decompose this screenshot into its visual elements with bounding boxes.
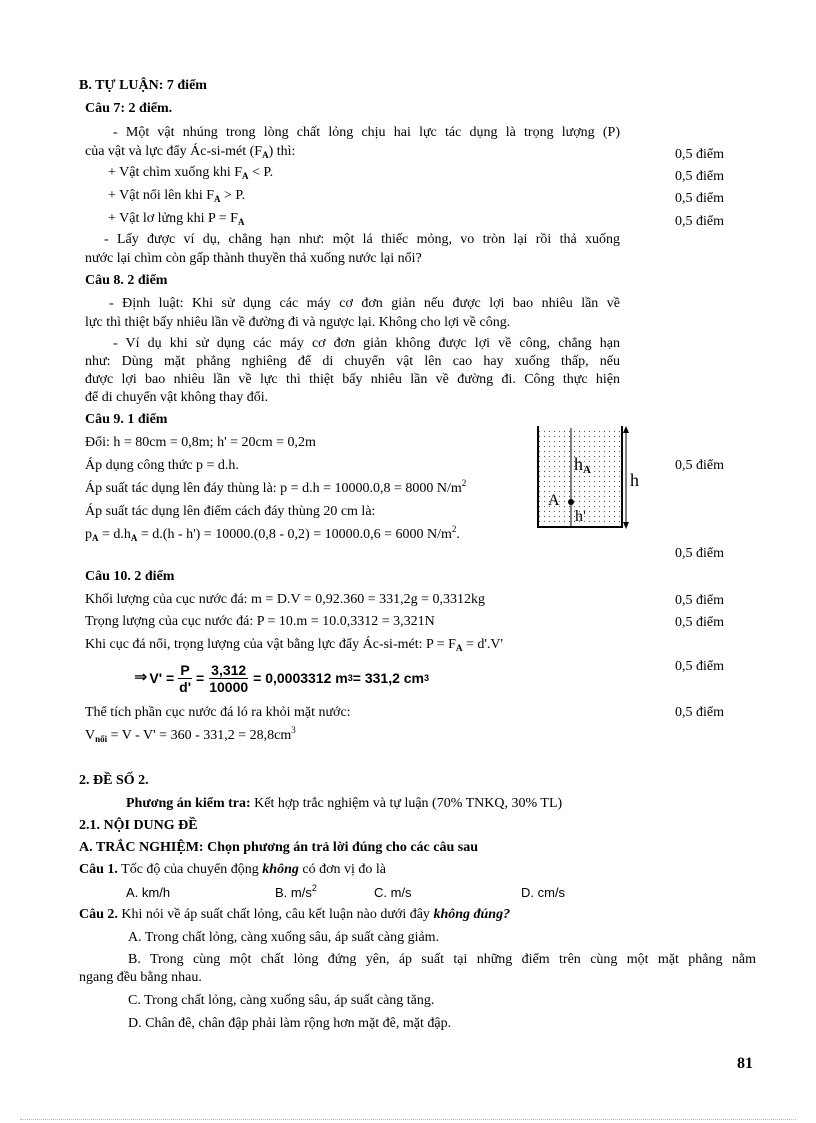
q8-example-line3: được lợi bao nhiêu lần về lực thì thiệt bấy nhiêu lần về đường đi. Công thực hiện xyxy=(85,372,620,387)
score-9: 0,5 điểm xyxy=(675,659,724,674)
part-b-title: B. TỰ LUẬN: 7 điểm xyxy=(79,78,207,93)
q9-conversion: Đổi: h = 80cm = 0,8m; h' = 20cm = 0,2m xyxy=(85,435,316,450)
c2-option-d: D. Chân đê, chân đập phải làm rộng hơn mặt đê, mặt đập. xyxy=(128,1016,452,1031)
q7-sink: + Vật chìm xuống khi $F_A < P$. xyxy=(108,165,274,181)
c2-option-b-line2: ngang đều bằng nhau. xyxy=(79,970,202,985)
q9-bottom-pressure: Áp suất tác dụng lên đáy thùng là: p = d.h = 10000.0,8 = 8000 $N/m^2$ xyxy=(85,478,467,496)
de2-content-title: 2.1. NỘI DUNG ĐỀ xyxy=(79,818,198,833)
de2-mc-title: A. TRẮC NGHIỆM: Chọn phương án trả lời đúng cho các câu sau xyxy=(79,840,478,855)
score-5: 0,5 điểm xyxy=(675,458,724,473)
q7-example-line1: - Lấy được ví dụ, chẳng hạn như: một lá thiếc mỏng, vo tròn lại rồi thả xuống xyxy=(104,232,620,247)
q7-intro-line2: của vật và lực đẩy Ác-si-mét $(F_A)$ thì: xyxy=(85,144,296,160)
bottom-border xyxy=(20,1119,796,1120)
c1-option-c: C. m/s xyxy=(374,885,412,900)
score-8: 0,5 điểm xyxy=(675,615,724,630)
q10-emerged-volume-intro: Thể tích phần cục nước đá ló ra khỏi mặt nước: xyxy=(85,705,351,720)
q7-suspend: + Vật lơ lửng khi $P = F_A$ xyxy=(108,211,245,227)
page-number: 81 xyxy=(737,1055,753,1072)
score-4: 0,5 điểm xyxy=(675,214,724,229)
score-1: 0,5 điểm xyxy=(675,147,724,162)
de2-plan: Phương án kiểm tra: Kết hợp trắc nghiệm và tự luận (70% TNKQ, 30% TL) xyxy=(126,796,563,811)
h-arrow-top xyxy=(623,426,629,433)
c2-option-c: C. Trong chất lỏng, càng xuống sâu, áp suất càng tăng. xyxy=(128,993,435,1008)
de2-title: 2. ĐỀ SỐ 2. xyxy=(79,773,149,788)
q10-float-condition: Khi cục đá nổi, trọng lượng của vật bằng lực đẩy Ác-si-mét: $P = F_A = d'.V'$ xyxy=(85,637,503,653)
label-hA: $h_A$ xyxy=(574,454,591,476)
label-h-prime: h' xyxy=(575,508,586,525)
q9-formula: Áp dụng công thức p = d.h. xyxy=(85,458,239,473)
q9-point-pressure-intro: Áp suất tác dụng lên điểm cách đáy thùng 20 cm là: xyxy=(85,504,376,519)
h-arrow-bottom xyxy=(623,522,629,529)
q7-intro-line1: - Một vật nhúng trong lòng chất lỏng chịu hai lực tác dụng là trọng lượng (P) xyxy=(113,125,620,140)
point-a-marker xyxy=(568,499,574,505)
c1-option-d: D. cm/s xyxy=(521,885,566,900)
c1-option-b: B. $m/s^2$ xyxy=(275,883,317,900)
q10-title: Câu 10. 2 điểm xyxy=(85,569,175,584)
c2-option-b-line1: B. Trong cùng một chất lỏng đứng yên, áp suất tại những điểm trên cùng một mặt phẳng nằm xyxy=(128,952,756,967)
label-point-a: A xyxy=(548,492,560,509)
q8-example-line2: như: Dùng mặt phẳng nghiêng để di chuyển vật lên cao hay xuống thấp, nếu xyxy=(85,354,620,369)
score-6: 0,5 điểm xyxy=(675,546,724,561)
c2-option-a: A. Trong chất lỏng, càng xuống sâu, áp suất càng giảm. xyxy=(128,930,440,945)
c1-question: Câu 1. Tốc độ của chuyển động không có đơn vị đo là xyxy=(79,862,386,877)
q8-title: Câu 8. 2 điểm xyxy=(85,273,168,288)
score-7: 0,5 điểm xyxy=(675,593,724,608)
label-h: h xyxy=(630,470,639,490)
c1-option-a: A. km/h xyxy=(126,885,171,900)
q8-law-line2: lực thì thiệt bấy nhiêu lần về đường đi và ngược lại. Không cho lợi về công. xyxy=(85,315,511,330)
q10-weight: Trọng lượng của cục nước đá: P = 10.m = 10.0,3312 = 3,321N xyxy=(85,614,435,629)
score-2: 0,5 điểm xyxy=(675,169,724,184)
q8-example-line1: - Ví dụ khi sử dụng các máy cơ đơn giản không được lợi về công, chẳng hạn xyxy=(113,336,620,351)
q8-law-line1: - Định luật: Khi sử dụng các máy cơ đơn giản nếu được lợi bao nhiêu lần về xyxy=(109,296,620,311)
score-10: 0,5 điểm xyxy=(675,705,724,720)
q9-point-pressure: $p_A = d.h_A = d.(h - h') = 10000.(0,8 - 0,2) = 10000.0,6 = 6000$ $N/m^2$. xyxy=(85,524,460,543)
q10-emerged-volume: $V_{nổi} = V - V' = 360 - 331,2 = 28,8cm^3$ xyxy=(85,725,296,744)
q7-example-line2: nước lại chìm còn gấp thành thuyền thả xuống nước lại nổi? xyxy=(85,251,422,266)
q8-example-line4: để di chuyển vật không thay đổi. xyxy=(85,390,269,405)
c2-question: Câu 2. Khi nói về áp suất chất lỏng, câu kết luận nào dưới đây không đúng? xyxy=(79,907,511,922)
q10-volume-formula: ⇒ V' = $\frac{P}{d'}$ = $\frac{3,312}{10000}$ = 0,0003312 m 3 = 331,2 cm 3 xyxy=(134,661,430,695)
q7-title: Câu 7: 2 điểm. xyxy=(85,101,173,116)
q10-mass: Khối lượng của cục nước đá: m = D.V = 0,92.360 = 331,2g = 0,3312kg xyxy=(85,592,485,607)
q7-float: + Vật nổi lên khi $F_A > P$. xyxy=(108,188,246,204)
q9-title: Câu 9. 1 điểm xyxy=(85,412,168,427)
score-3: 0,5 điểm xyxy=(675,191,724,206)
